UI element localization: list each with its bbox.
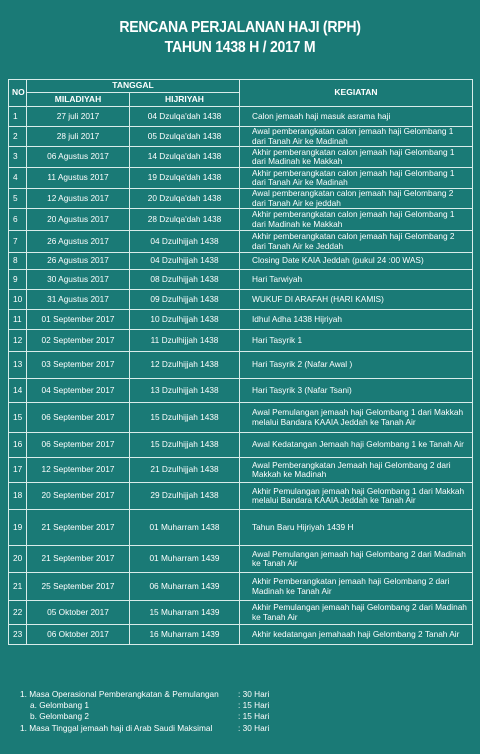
cell-keg: Idhul Adha 1438 Hijriyah (240, 310, 473, 330)
cell-hij: 12 Dzulhijjah 1438 (130, 352, 240, 379)
cell-keg: Hari Tasyrik 3 (Nafar Tsani) (240, 379, 473, 403)
cell-mil: 20 Agustus 2017 (27, 209, 130, 231)
note-label: b. Gelombang 2 (30, 711, 90, 722)
cell-hij: 09 Dzulhijjah 1438 (130, 290, 240, 310)
cell-mil: 26 Agustus 2017 (27, 231, 130, 253)
table-row (9, 231, 473, 253)
cell-keg: Akhir pemberangkatan calon jemaah haji Gelombang 2 dari Tanah Air ke Jeddah (240, 231, 473, 253)
cell-no: 5 (9, 189, 27, 209)
cell-keg: Closing Date KAIA Jeddah (pukul 24 :00 WAS) (240, 253, 473, 270)
table-row (9, 310, 473, 330)
table-row (9, 403, 473, 433)
table-row (9, 107, 473, 127)
cell-keg: Akhir Pemberangkatan jemaah haji Gelombang 2 dari Madinah ke Tanah Air (240, 573, 473, 601)
cell-hij: 11 Dzulhijjah 1438 (130, 330, 240, 352)
cell-no: 19 (9, 510, 27, 546)
cell-no: 16 (9, 433, 27, 458)
header-miladiyah: MILADIYAH (27, 93, 130, 107)
cell-hij: 28 Dzulqa'dah 1438 (130, 209, 240, 231)
note-value: : 30 Hari (238, 689, 270, 699)
cell-keg: WUKUF DI ARAFAH (HARI KAMIS) (240, 290, 473, 310)
cell-mil: 21 September 2017 (27, 510, 130, 546)
cell-no: 12 (9, 330, 27, 352)
cell-mil: 01 September 2017 (27, 310, 130, 330)
table-row (9, 546, 473, 573)
cell-no: 20 (9, 546, 27, 573)
cell-no: 4 (9, 168, 27, 189)
cell-hij: 14 Dzulqa'dah 1438 (130, 147, 240, 168)
table-row (9, 379, 473, 403)
cell-no: 8 (9, 253, 27, 270)
cell-no: 22 (9, 601, 27, 625)
cell-mil: 30 Agustus 2017 (27, 270, 130, 290)
table-row (9, 625, 473, 645)
cell-no: 9 (9, 270, 27, 290)
table-row (9, 127, 473, 147)
cell-mil: 27 juli 2017 (27, 107, 130, 127)
table-row (9, 147, 473, 168)
cell-hij: 06 Muharram 1439 (130, 573, 240, 601)
cell-hij: 04 Dzulhijjah 1438 (130, 231, 240, 253)
cell-no: 1 (9, 107, 27, 127)
note-row (20, 711, 460, 722)
title-line-1: RENCANA PERJALANAN HAJI (RPH) (119, 19, 361, 36)
cell-hij: 04 Dzulqa'dah 1438 (130, 107, 240, 127)
cell-keg: Awal Pemberangkatan Jemaah haji Gelombang 2 dari Makkah ke Madinah (240, 458, 473, 483)
cell-no: 6 (9, 209, 27, 231)
note-label: 1. Masa Tinggal jemaah haji di Arab Saudi Maksimal (20, 722, 213, 733)
table-row (9, 458, 473, 483)
table-row (9, 483, 473, 510)
cell-mil: 04 September 2017 (27, 379, 130, 403)
table-row (9, 573, 473, 601)
table-row (9, 510, 473, 546)
schedule-table (8, 79, 473, 645)
title-line-2: TAHUN 1438 H / 2017 M (164, 39, 316, 56)
cell-hij: 01 Muharram 1439 (130, 546, 240, 573)
header-kegiatan: KEGIATAN (240, 80, 473, 107)
cell-mil: 12 Agustus 2017 (27, 189, 130, 209)
cell-keg: Awal pemberangkatan calon jemaah haji Gelombang 1 dari Tanah Air ke Madinah (240, 127, 473, 147)
cell-keg: Akhir kedatangan jemahaah haji Gelombang 2 Tanah Air (240, 625, 473, 645)
cell-hij: 20 Dzulqa'dah 1438 (130, 189, 240, 209)
cell-hij: 15 Dzulhijjah 1438 (130, 403, 240, 433)
cell-mil: 31 Agustus 2017 (27, 290, 130, 310)
cell-hij: 13 Dzulhijjah 1438 (130, 379, 240, 403)
cell-keg: Awal Pemulangan jemaah haji Gelombang 2 dari Madinah ke Tanah Air (240, 546, 473, 573)
table-row (9, 290, 473, 310)
cell-keg: Akhir pemberangkatan calon jemaah haji Gelombang 1 dari Madinah ke Makkah (240, 209, 473, 231)
table-row (9, 270, 473, 290)
note-row (20, 689, 460, 700)
cell-keg: Tahun Baru Hijriyah 1439 H (240, 510, 473, 546)
cell-mil: 06 Agustus 2017 (27, 147, 130, 168)
note-row (20, 700, 460, 711)
cell-hij: 16 Muharram 1439 (130, 625, 240, 645)
cell-mil: 11 Agustus 2017 (27, 168, 130, 189)
cell-keg: Akhir Pemulangan jemaah haji Gelombang 2 dari Madinah ke Tanah Air (240, 601, 473, 625)
cell-hij: 05 Dzulqa'dah 1438 (130, 127, 240, 147)
table-row (9, 253, 473, 270)
cell-hij: 15 Muharram 1439 (130, 601, 240, 625)
cell-keg: Calon jemaah haji masuk asrama haji (240, 107, 473, 127)
note-value: : 30 Hari (238, 722, 270, 733)
cell-mil: 05 Oktober 2017 (27, 601, 130, 625)
header-no: NO (9, 80, 27, 107)
cell-hij: 04 Dzulhijjah 1438 (130, 253, 240, 270)
cell-mil: 12 September 2017 (27, 458, 130, 483)
cell-keg: Hari Tarwiyah (240, 270, 473, 290)
cell-no: 23 (9, 625, 27, 645)
table-row (9, 352, 473, 379)
cell-mil: 20 September 2017 (27, 483, 130, 510)
cell-no: 13 (9, 352, 27, 379)
cell-keg: Hari Tasyrik 1 (240, 330, 473, 352)
cell-no: 2 (9, 127, 27, 147)
notes (20, 689, 460, 734)
table-row (9, 433, 473, 458)
cell-mil: 21 September 2017 (27, 546, 130, 573)
cell-keg: Akhir pemberangkatan calon jemaah haji Gelombang 1 dari Madinah ke Makkah (240, 147, 473, 168)
note-label: 1. Masa Operasional Pemberangkatan & Pemulangan (20, 689, 219, 699)
note-value: : 15 Hari (238, 700, 270, 711)
cell-hij: 29 Dzulhijjah 1438 (130, 483, 240, 510)
cell-no: 21 (9, 573, 27, 601)
cell-no: 18 (9, 483, 27, 510)
cell-keg: Akhir Pemulangan jemaah haji Gelombang 1 dari Makkah melalui Bandara KAAIA Jeddah ke Tanah Air (240, 483, 473, 510)
cell-hij: 19 Dzulqa'dah 1438 (130, 168, 240, 189)
header-hijriyah: HIJRIYAH (130, 93, 240, 107)
header-tanggal: TANGGAL (27, 80, 240, 93)
cell-keg: Awal Kedatangan Jemaah haji Gelombang 1 ke Tanah Air (240, 433, 473, 458)
table-row (9, 209, 473, 231)
page-title (29, 18, 451, 58)
cell-keg: Awal Pemulangan jemaah haji Gelombang 1 dari Makkah melalui Bandara KAAIA Jeddah ke Tanah Air (240, 403, 473, 433)
cell-hij: 10 Dzulhijjah 1438 (130, 310, 240, 330)
cell-keg: Akhir pemberangkatan calon jemaah haji Gelombang 1 dari Tanah Air ke Madinah (240, 168, 473, 189)
cell-mil: 02 September 2017 (27, 330, 130, 352)
cell-mil: 06 September 2017 (27, 433, 130, 458)
cell-hij: 21 Dzulhijjah 1438 (130, 458, 240, 483)
cell-no: 10 (9, 290, 27, 310)
cell-mil: 26 Agustus 2017 (27, 253, 130, 270)
cell-no: 3 (9, 147, 27, 168)
cell-no: 7 (9, 231, 27, 253)
cell-no: 15 (9, 403, 27, 433)
cell-keg: Hari Tasyrik 2 (Nafar Awal ) (240, 352, 473, 379)
cell-keg: Awal pemberangkatan calon jemaah haji Gelombang 2 dari Tanah Air ke jeddah (240, 189, 473, 209)
cell-no: 17 (9, 458, 27, 483)
cell-mil: 06 Oktober 2017 (27, 625, 130, 645)
note-row (20, 723, 460, 734)
table-row (9, 330, 473, 352)
note-label: a. Gelombang 1 (30, 700, 90, 711)
note-value: : 15 Hari (238, 711, 270, 722)
cell-hij: 08 Dzulhijjah 1438 (130, 270, 240, 290)
cell-no: 11 (9, 310, 27, 330)
table-row (9, 168, 473, 189)
cell-no: 14 (9, 379, 27, 403)
cell-hij: 15 Dzulhijjah 1438 (130, 433, 240, 458)
table-row (9, 601, 473, 625)
table-body (9, 107, 473, 645)
cell-mil: 28 juli 2017 (27, 127, 130, 147)
table-row (9, 189, 473, 209)
cell-mil: 03 September 2017 (27, 352, 130, 379)
cell-mil: 25 September 2017 (27, 573, 130, 601)
cell-hij: 01 Muharram 1438 (130, 510, 240, 546)
cell-mil: 06 September 2017 (27, 403, 130, 433)
